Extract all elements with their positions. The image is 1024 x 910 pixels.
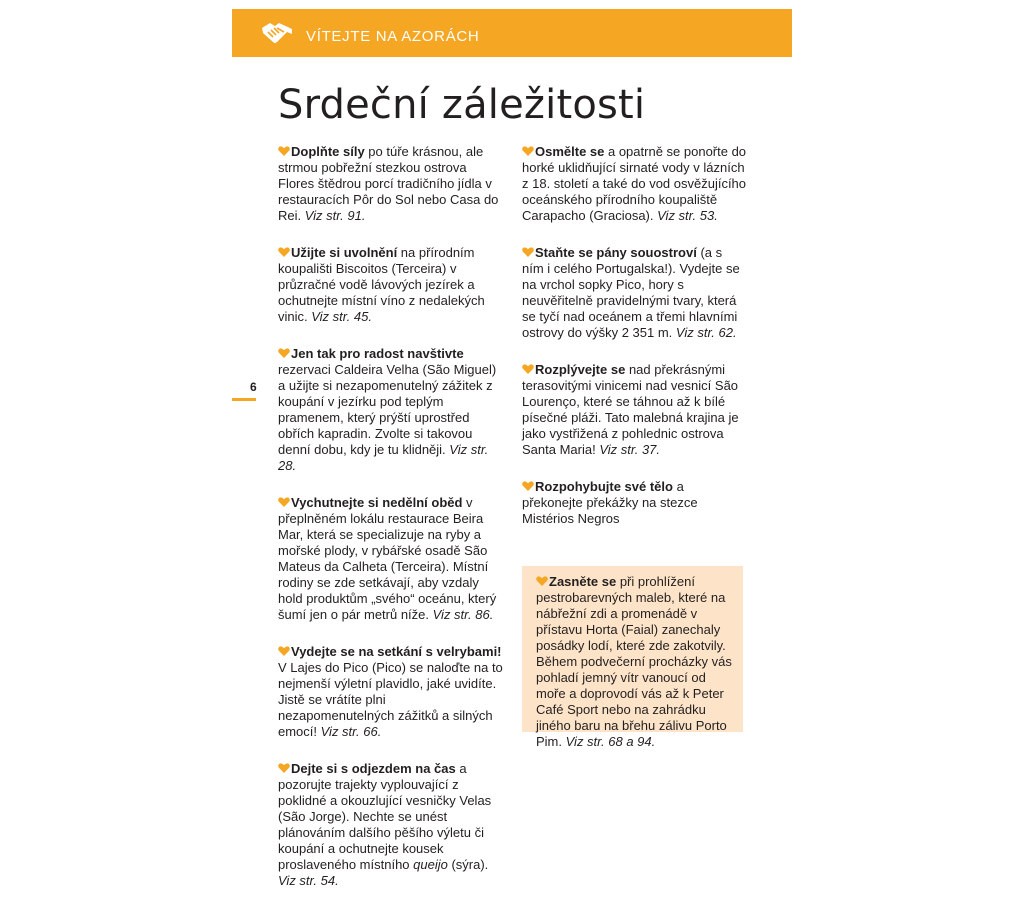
tip-lead: Vychutnejte si nedělní oběd [291,495,463,510]
tip-text: nad překrásnými terasovitými vinicemi nad vesnicí São Lourenço, které se táhnou až k bílé písečné pláži. Tato malebná krajina je jako vystřižená z pohlednic ostrova Santa Maria! [522,362,739,457]
page-reference: Viz str. 91. [304,208,366,223]
tip-item [522,479,747,527]
tip-item [278,761,504,889]
tip-lead: Vydejte se na setkání s velrybami! [291,644,502,659]
tip-lead: Rozplývejte se [535,362,626,377]
chapter-header [232,9,792,57]
page-marker [232,398,256,401]
tip-lead: Staňte se pány souostroví [535,245,697,260]
tip-item [278,245,504,325]
chapter-title: VÍTEJTE NA AZORÁCH [306,27,480,45]
heart-icon [278,763,290,773]
heart-icon [278,348,290,358]
highlight-box [522,566,743,749]
tip-item [278,346,504,474]
page-reference: Viz str. 54. [278,873,339,888]
tip-item [278,144,504,224]
page-reference: Viz str. 66. [320,724,382,739]
tip-item [522,245,747,341]
tip-lead: Užijte si uvolnění [291,245,398,260]
tip-item [522,144,747,224]
page-reference: Viz str. 37. [599,442,661,457]
tip-emphasis: queijo [413,857,448,872]
heart-icon [278,146,290,156]
page-reference: Viz str. 45. [311,309,372,324]
tip-text: rezervaci Caldeira Velha (São Miguel) a užijte si nezapomenutelný zážitek z koupání v jezírku pod teplým pramenem, který prýští uprostřed obřích kapradin. Zvolte si takovou denní dobu, kdy je tu klidněji. [278,362,497,457]
tip-text-continued: (sýra). [447,857,489,872]
tip-text: a pozorujte trajekty vyplouvající z poklidné a okouzlující vesničky Velas (São Jorge). Nechte se unést plánováním dalšího pěšího výletu či koupání a ochutnejte kousek proslaveného místního [278,761,492,872]
tip-item [278,644,504,740]
heart-icon [522,247,534,257]
tip-lead: Jen tak pro radost navštivte [291,346,464,361]
heart-icon [278,497,290,507]
tip-text: na přírodním koupališti Biscoitos (Terceira) v průzračné vodě lávových jezírek a ochutnejte místní víno z nedalekých vinic. [278,245,485,324]
heart-icon [536,576,548,586]
heart-icon [522,481,534,491]
tip-lead: Rozpohybujte své tělo [535,479,673,494]
heart-icon [278,646,290,656]
page-reference: Viz str. 53. [657,208,718,223]
tip-lead: Osmělte se [535,144,605,159]
tip-text: při prohlížení pestrobarevných maleb, které na nábřežní zdi a promenádě v přístavu Horta (Faial) zanechaly posádky lodí, které zde zakotvily. Během podvečerní procházky vás pohladí jemný vítr vanoucí od moře a doprovodí vás až k Peter Café Sport nebo na zahrádku jiného baru na břehu zálivu Porto Pim. [536,574,732,749]
tip-text: a opatrně se ponořte do horké uklidňující sirnaté vody v lázních z 18. století a také do vod osvěžujícího oceánského přírodního koupaliště Carapacho (Graciosa). [522,144,747,223]
tip-lead: Doplňte síly [291,144,365,159]
tip-text: (a s ním i celého Portugalska!). Vydejte se na vrchol sopky Pico, hory s neuvěřitelně pravidelnými tvary, která se tyčí nad oceánem a třemi hlavními ostrovy do výšky 2 351 m. [522,245,740,340]
tip-text: po túře krásnou, ale strmou pobřežní stezkou ostrova Flores štědrou porcí tradičního jídla v restauracích Pôr do Sol nebo Casa do Rei. [278,144,499,223]
page-reference: Viz str. 86. [432,607,494,622]
tip-text: a překonejte překážky na stezce Mistérios Negros [522,479,698,526]
page-title: Srdeční záležitosti [278,82,646,128]
tip-lead: Dejte si s odjezdem na čas [291,761,456,776]
tip-item [522,362,747,458]
handshake-icon [260,20,294,46]
page-number: 6 [250,380,257,394]
page-reference: Viz str. 28. [278,442,489,473]
tip-lead: Zasněte se [549,574,617,589]
tip-text: v přeplněném lokálu restaurace Beira Mar, která se specializuje na ryby a mořské plody, v rybářské osadě São Mateus da Calheta (Terceira). Místní rodiny se zde setkávají, aby vzdaly hold produktům „svého“ oceánu, který šumí jen o pár metrů níže. [278,495,497,622]
page-reference: Viz str. 68 a 94. [565,734,656,749]
heart-icon [522,146,534,156]
heart-icon [522,364,534,374]
tip-item [536,574,736,750]
tip-text: V Lajes do Pico (Pico) se naloďte na to nejmenší výletní plavidlo, jaké uvidíte. Jistě se vrátíte plni nezapomenutelných zážitků a silných emocí! [278,660,503,739]
left-column [278,144,504,910]
right-column [522,144,747,548]
page-reference: Viz str. 62. [675,325,737,340]
heart-icon [278,247,290,257]
tip-item [278,495,504,623]
